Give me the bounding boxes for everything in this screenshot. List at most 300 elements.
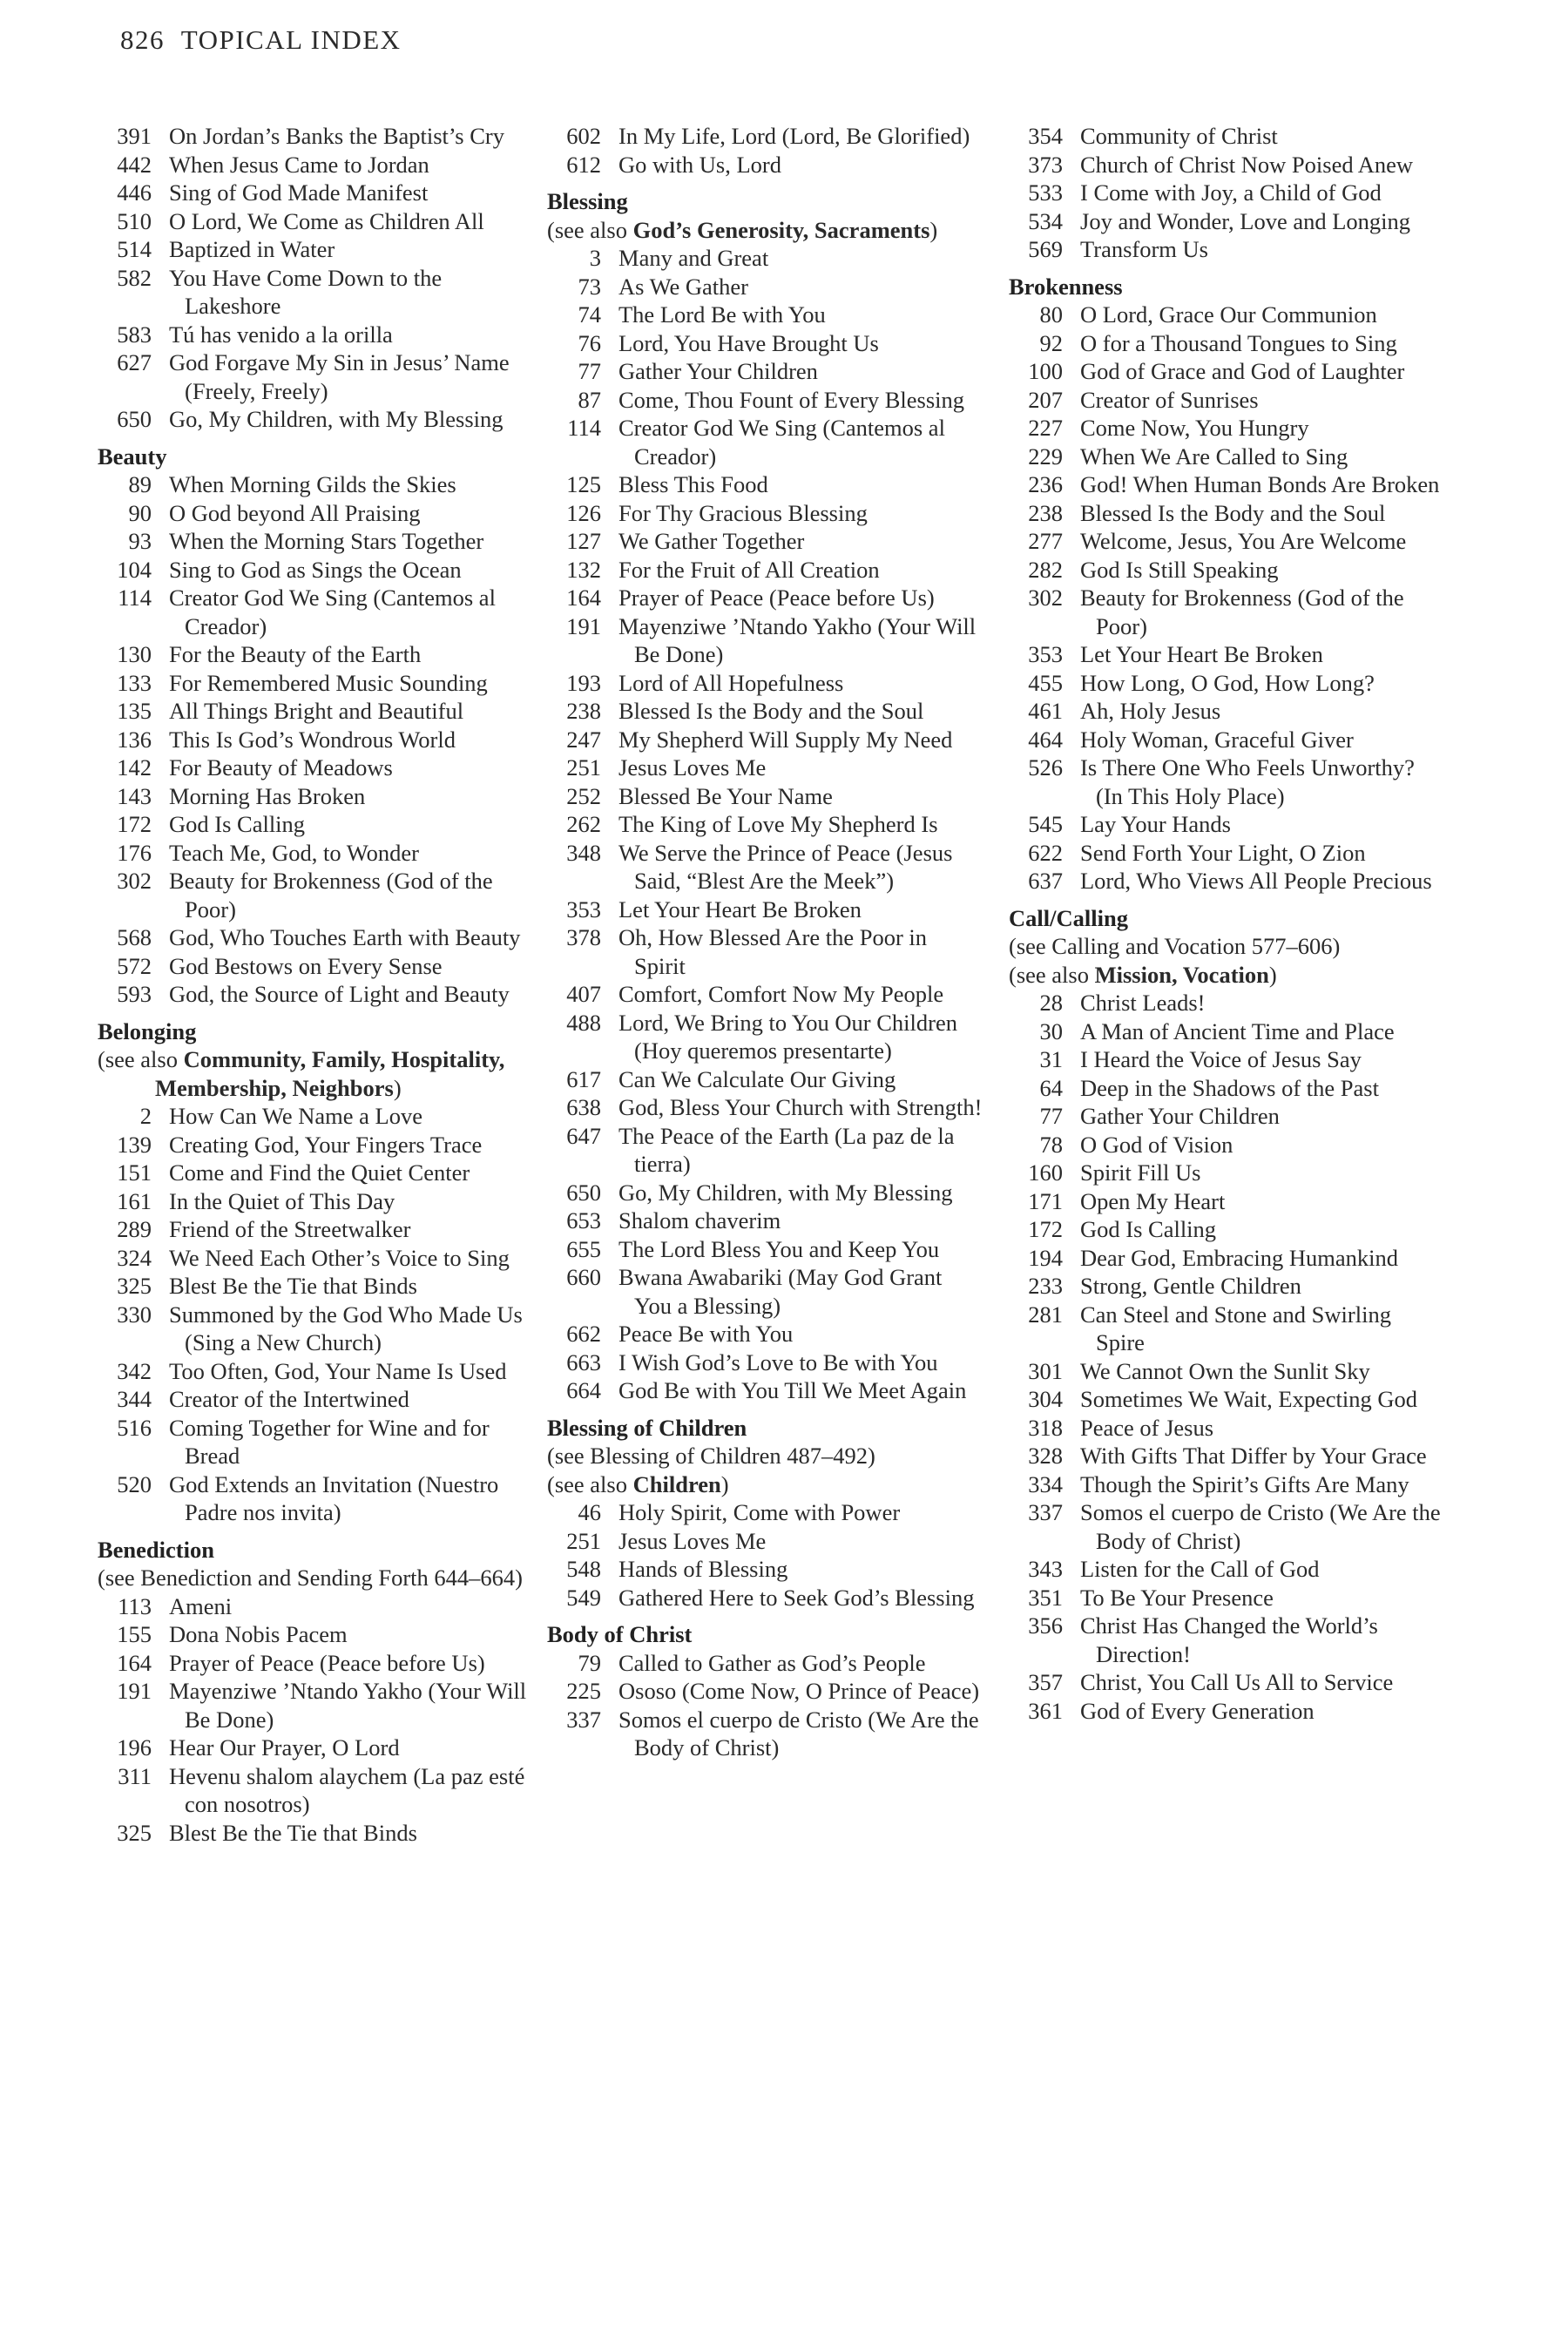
hymn-number: 516	[117, 1414, 152, 1441]
index-entry	[98, 470, 533, 499]
index-entry	[1009, 470, 1444, 499]
hymn-number: 328	[1028, 1443, 1063, 1469]
hymn-title: For Remembered Music Sounding	[169, 669, 488, 696]
hymn-number: 488	[566, 1009, 601, 1036]
index-entry	[1009, 1498, 1444, 1555]
hymn-title: Peace of Jesus	[1080, 1414, 1214, 1441]
hymn-title: God of Grace and God of Laughter	[1080, 358, 1405, 384]
index-entry	[98, 584, 533, 640]
hymn-title: Mayenziwe ’Ntando Yakho (Your Will Be Done)	[618, 612, 977, 667]
note-suffix: )	[929, 216, 938, 243]
index-entry	[547, 1649, 983, 1678]
hymn-title: Lay Your Hands	[1080, 811, 1231, 837]
index-entry	[98, 556, 533, 585]
hymn-number: 627	[117, 349, 152, 375]
hymn-title: Comfort, Comfort Now My People	[618, 981, 944, 1007]
index-entry	[98, 923, 533, 952]
hymn-number: 617	[566, 1065, 601, 1092]
hymn-number: 461	[1028, 698, 1063, 724]
index-entry	[98, 867, 533, 923]
index-entry	[98, 669, 533, 698]
hymn-number: 127	[566, 528, 601, 554]
hymn-number: 151	[117, 1159, 152, 1186]
section-heading: Blessing	[547, 188, 628, 214]
hymn-title: Mayenziwe ’Ntando Yakho (Your Will Be Done)	[169, 1678, 527, 1733]
hymn-title: Jesus Loves Me	[618, 754, 767, 781]
hymn-number: 30	[1039, 1017, 1063, 1044]
index-entry	[1009, 1131, 1444, 1159]
hymn-title: God, the Source of Light and Beauty	[169, 981, 510, 1007]
hymn-number: 545	[1028, 811, 1063, 837]
hymn-title: O God beyond All Praising	[169, 499, 421, 526]
hymn-title: Gather Your Children	[1080, 1103, 1280, 1129]
index-entry	[98, 1357, 533, 1386]
hymn-number: 262	[566, 811, 601, 837]
index-entry	[547, 414, 983, 470]
hymn-title: Morning Has Broken	[169, 782, 366, 809]
hymn-title: With Gifts That Differ by Your Grace	[1080, 1443, 1427, 1469]
hymn-number: 277	[1028, 528, 1063, 554]
index-entry	[1009, 1301, 1444, 1357]
hymn-title: Beauty for Brokenness (God of the Poor)	[1080, 585, 1404, 639]
hymn-number: 135	[117, 698, 152, 724]
note-prefix: (see Benediction and Sending Forth 644–664)	[98, 1565, 523, 1591]
hymn-title: Sing of God Made Manifest	[169, 179, 429, 206]
hymn-number: 100	[1028, 358, 1063, 384]
note-suffix: )	[393, 1074, 402, 1101]
hymn-title: Holy Woman, Graceful Giver	[1080, 726, 1354, 753]
hymn-title: I Heard the Voice of Jesus Say	[1080, 1046, 1362, 1072]
index-entry	[1009, 697, 1444, 726]
index-entry	[1009, 1357, 1444, 1386]
hymn-title: God, Bless Your Church with Strength!	[618, 1094, 983, 1120]
hymn-number: 353	[566, 896, 601, 923]
index-entry	[547, 499, 983, 528]
page-title: TOPICAL INDEX	[180, 24, 402, 55]
hymn-title: When the Morning Stars Together	[169, 528, 484, 554]
hymn-title: We Need Each Other’s Voice to Sing	[169, 1244, 510, 1271]
hymn-title: I Come with Joy, a Child of God	[1080, 179, 1382, 206]
hymn-title: Lord of All Hopefulness	[618, 669, 844, 696]
index-entry	[98, 207, 533, 236]
hymn-number: 233	[1028, 1273, 1063, 1299]
hymn-number: 161	[117, 1187, 152, 1214]
hymn-number: 89	[128, 471, 152, 497]
note-prefix: (see also	[547, 1470, 633, 1497]
index-entry	[1009, 357, 1444, 386]
hymn-number: 227	[1028, 415, 1063, 441]
index-entry	[547, 122, 983, 151]
index-entry	[98, 1414, 533, 1470]
index-entry	[1009, 1584, 1444, 1612]
hymn-title: God! When Human Bonds Are Broken	[1080, 471, 1440, 497]
hymn-number: 510	[117, 207, 152, 234]
index-entry	[547, 1093, 983, 1122]
hymn-title: The Lord Be with You	[618, 301, 826, 328]
hymn-number: 533	[1028, 179, 1063, 206]
page-header	[120, 24, 402, 56]
hymn-number: 125	[566, 471, 601, 497]
hymn-title: Summoned by the God Who Made Us (Sing a New Church)	[169, 1301, 523, 1355]
hymn-number: 176	[117, 839, 152, 866]
index-entry	[547, 556, 983, 585]
note-prefix: (see also	[547, 216, 633, 243]
hymn-title: Go with Us, Lord	[618, 151, 781, 178]
hymn-title: How Long, O God, How Long?	[1080, 669, 1375, 696]
index-entry	[1009, 1555, 1444, 1584]
cross-reference-note	[98, 1045, 533, 1102]
index-entry	[547, 810, 983, 839]
hymn-title: Welcome, Jesus, You Are Welcome	[1080, 528, 1407, 554]
index-entry	[1009, 301, 1444, 329]
hymn-title: We Gather Together	[618, 528, 805, 554]
note-suffix: )	[720, 1470, 729, 1497]
index-entry	[98, 348, 533, 405]
hymn-number: 325	[117, 1273, 152, 1299]
hymn-title: Sometimes We Wait, Expecting God	[1080, 1386, 1418, 1412]
hymn-number: 378	[566, 924, 601, 950]
hymn-title: Community of Christ	[1080, 123, 1278, 149]
index-entry	[98, 321, 533, 349]
hymn-number: 354	[1028, 123, 1063, 149]
index-entry	[547, 1584, 983, 1612]
hymn-title: Beauty for Brokenness (God of the Poor)	[169, 868, 493, 923]
hymn-number: 361	[1028, 1697, 1063, 1724]
hymn-title: A Man of Ancient Time and Place	[1080, 1017, 1395, 1044]
hymn-number: 31	[1039, 1046, 1063, 1072]
index-entry	[1009, 329, 1444, 358]
hymn-number: 348	[566, 839, 601, 866]
index-entry	[98, 527, 533, 556]
hymn-title: God Extends an Invitation (Nuestro Padre nos invita)	[169, 1470, 499, 1525]
hymn-number: 46	[578, 1499, 601, 1525]
hymn-title: Transform Us	[1080, 236, 1208, 262]
index-entry	[98, 405, 533, 434]
hymn-number: 155	[117, 1621, 152, 1647]
hymn-title: In My Life, Lord (Lord, Be Glorified)	[618, 123, 970, 149]
hymn-title: On Jordan’s Banks the Baptist’s Cry	[169, 123, 504, 149]
index-entry	[547, 1706, 983, 1762]
hymn-title: Hands of Blessing	[618, 1556, 788, 1582]
hymn-title: The Lord Bless You and Keep You	[618, 1235, 940, 1262]
hymn-title: Ah, Holy Jesus	[1080, 698, 1221, 724]
index-entry	[1009, 640, 1444, 669]
hymn-title: Listen for the Call of God	[1080, 1556, 1320, 1582]
hymn-title: Lord, We Bring to You Our Children (Hoy queremos presentarte)	[618, 1009, 957, 1064]
index-entry	[547, 329, 983, 358]
index-entry	[98, 1131, 533, 1159]
hymn-title: God Is Still Speaking	[1080, 556, 1279, 583]
hymn-title: God Be with You Till We Meet Again	[618, 1377, 967, 1403]
hymn-title: Dear God, Embracing Humankind	[1080, 1244, 1399, 1271]
hymn-number: 207	[1028, 386, 1063, 413]
index-entry	[547, 584, 983, 612]
index-entry	[547, 754, 983, 782]
index-entry	[1009, 1159, 1444, 1187]
hymn-title: God, Who Touches Earth with Beauty	[169, 924, 521, 950]
index-entry	[547, 273, 983, 301]
hymn-number: 549	[566, 1584, 601, 1611]
hymn-number: 311	[118, 1762, 152, 1789]
hymn-title: This Is God’s Wondrous World	[169, 726, 456, 753]
hymn-title: Coming Together for Wine and for Bread	[169, 1414, 490, 1469]
index-entry	[98, 980, 533, 1009]
page-number: 826	[120, 24, 165, 55]
hymn-number: 357	[1028, 1669, 1063, 1695]
index-entry	[1009, 527, 1444, 556]
hymn-number: 171	[1028, 1187, 1063, 1214]
hymn-number: 238	[1028, 499, 1063, 526]
hymn-title: Lord, Who Views All People Precious	[1080, 868, 1432, 894]
hymn-number: 92	[1039, 329, 1063, 356]
index-entry	[1009, 584, 1444, 640]
hymn-number: 464	[1028, 726, 1063, 753]
hymn-number: 87	[578, 386, 601, 413]
hymn-number: 302	[1028, 585, 1063, 611]
hymn-number: 351	[1028, 1584, 1063, 1611]
index-entry	[98, 235, 533, 264]
hymn-title: Creator God We Sing (Cantemos al Creador)	[169, 585, 496, 639]
hymn-title: Open My Heart	[1080, 1187, 1226, 1214]
index-entry	[98, 179, 533, 207]
hymn-title: O God of Vision	[1080, 1131, 1233, 1158]
hymn-number: 225	[566, 1678, 601, 1704]
note-prefix: (see also	[98, 1046, 184, 1072]
hymn-number: 78	[1039, 1131, 1063, 1158]
hymn-title: Blessed Be Your Name	[618, 782, 833, 809]
index-entry	[98, 1649, 533, 1678]
index-entry	[1009, 1385, 1444, 1414]
hymn-number: 342	[117, 1357, 152, 1384]
hymn-title: Joy and Wonder, Love and Longing	[1080, 207, 1411, 234]
hymn-number: 132	[566, 556, 601, 583]
hymn-number: 136	[117, 726, 152, 753]
hymn-title: Dona Nobis Pacem	[169, 1621, 348, 1647]
index-entry	[1009, 1045, 1444, 1074]
hymn-number: 442	[117, 151, 152, 178]
index-entry	[98, 839, 533, 868]
index-column-2	[547, 122, 983, 1762]
note-prefix: (see Blessing of Children 487–492)	[547, 1443, 875, 1469]
hymn-number: 534	[1028, 207, 1063, 234]
hymn-title: Gathered Here to Seek God’s Blessing	[618, 1584, 975, 1611]
index-entry	[98, 1159, 533, 1187]
hymn-title: Holy Spirit, Come with Power	[618, 1499, 901, 1525]
hymn-number: 113	[118, 1592, 152, 1619]
note-prefix: (see Calling and Vocation 577–606)	[1009, 933, 1341, 959]
section-heading: Benediction	[98, 1536, 214, 1563]
cross-reference-note	[547, 1442, 983, 1470]
hymn-number: 3	[589, 245, 601, 271]
hymn-number: 647	[566, 1122, 601, 1149]
hymn-number: 64	[1039, 1074, 1063, 1101]
index-entry	[1009, 1244, 1444, 1273]
index-entry	[547, 470, 983, 499]
hymn-number: 602	[566, 123, 601, 149]
index-entry	[98, 1677, 533, 1734]
hymn-title: Deep in the Shadows of the Past	[1080, 1074, 1379, 1101]
index-entry	[547, 726, 983, 754]
hymn-title: Come and Find the Quiet Center	[169, 1159, 470, 1186]
hymn-title: Prayer of Peace (Peace before Us)	[618, 585, 935, 611]
hymn-title: Church of Christ Now Poised Anew	[1080, 151, 1414, 178]
hymn-title: You Have Come Down to the Lakeshore	[169, 264, 443, 319]
index-entry	[1009, 414, 1444, 443]
section-heading: Belonging	[98, 1017, 197, 1044]
hymn-title: Many and Great	[618, 245, 769, 271]
section-heading: Call/Calling	[1009, 904, 1128, 931]
hymn-number: 373	[1028, 151, 1063, 178]
hymn-number: 281	[1028, 1301, 1063, 1328]
index-entry	[547, 1498, 983, 1527]
hymn-title: Christ Leads!	[1080, 990, 1206, 1016]
hymn-title: Can Steel and Stone and Swirling Spire	[1080, 1301, 1391, 1355]
hymn-title: Blest Be the Tie that Binds	[169, 1273, 417, 1299]
hymn-number: 139	[117, 1131, 152, 1158]
index-entry	[547, 1065, 983, 1094]
hymn-number: 572	[117, 952, 152, 979]
hymn-number: 236	[1028, 471, 1063, 497]
index-entry	[98, 810, 533, 839]
index-entry	[547, 782, 983, 811]
index-entry	[1009, 1074, 1444, 1103]
hymn-number: 28	[1039, 990, 1063, 1016]
index-entry	[98, 1819, 533, 1848]
hymn-number: 74	[578, 301, 601, 328]
hymn-number: 612	[566, 151, 601, 178]
hymn-title: God Is Calling	[1080, 1216, 1217, 1242]
hymn-title: My Shepherd Will Supply My Need	[618, 726, 953, 753]
hymn-title: When We Are Called to Sing	[1080, 443, 1348, 470]
hymn-number: 334	[1028, 1470, 1063, 1497]
hymn-number: 664	[566, 1377, 601, 1403]
index-entry	[547, 669, 983, 698]
cross-reference-note	[1009, 961, 1444, 990]
note-suffix: )	[1268, 961, 1277, 988]
hymn-title: Go, My Children, with My Blessing	[618, 1179, 953, 1206]
index-entry	[98, 1592, 533, 1621]
hymn-title: We Serve the Prince of Peace (Jesus Said, “Blest Are the Meek”)	[618, 839, 953, 894]
hymn-number: 73	[578, 273, 601, 300]
index-entry	[1009, 867, 1444, 896]
hymn-title: Come, Thou Fount of Every Blessing	[618, 386, 964, 413]
index-entry	[1009, 1470, 1444, 1499]
hymn-title: Ososo (Come Now, O Prince of Peace)	[618, 1678, 980, 1704]
hymn-number: 77	[578, 358, 601, 384]
hymn-title: Creator of the Intertwined	[169, 1386, 409, 1412]
hymn-title: Somos el cuerpo de Cristo (We Are the Body of Christ)	[618, 1706, 979, 1761]
hymn-title: Christ Has Changed the World’s Direction!	[1080, 1612, 1378, 1667]
index-entry	[547, 1527, 983, 1556]
index-entry	[547, 151, 983, 179]
index-entry	[98, 640, 533, 669]
hymn-title: Baptized in Water	[169, 236, 335, 262]
hymn-title: Send Forth Your Light, O Zion	[1080, 839, 1366, 866]
hymn-number: 622	[1028, 839, 1063, 866]
index-entry	[98, 1272, 533, 1301]
index-entry	[547, 1179, 983, 1207]
hymn-title: When Morning Gilds the Skies	[169, 471, 456, 497]
hymn-number: 164	[566, 585, 601, 611]
index-entry	[98, 1620, 533, 1649]
hymn-number: 301	[1028, 1357, 1063, 1384]
hymn-number: 194	[1028, 1244, 1063, 1271]
hymn-number: 90	[128, 499, 152, 526]
hymn-number: 133	[117, 669, 152, 696]
hymn-title: Strong, Gentle Children	[1080, 1273, 1301, 1299]
hymn-number: 76	[578, 329, 601, 356]
hymn-title: Oh, How Blessed Are the Poor in Spirit	[618, 924, 928, 979]
hymn-number: 196	[117, 1734, 152, 1761]
hymn-title: O for a Thousand Tongues to Sing	[1080, 329, 1397, 356]
hymn-number: 229	[1028, 443, 1063, 470]
hymn-title: Is There One Who Feels Unworthy? (In This Holy Place)	[1080, 754, 1415, 809]
hymn-title: Gather Your Children	[618, 358, 818, 384]
index-entry	[1009, 989, 1444, 1017]
index-entry	[1009, 443, 1444, 471]
hymn-number: 662	[566, 1321, 601, 1347]
hymn-title: For Beauty of Meadows	[169, 754, 393, 781]
index-entry	[547, 1348, 983, 1377]
hymn-number: 330	[117, 1301, 152, 1328]
hymn-number: 650	[117, 406, 152, 432]
index-entry	[98, 499, 533, 528]
hymn-title: Blessed Is the Body and the Soul	[618, 698, 924, 724]
hymn-title: Blessed Is the Body and the Soul	[1080, 499, 1386, 526]
hymn-number: 356	[1028, 1612, 1063, 1639]
index-entry	[1009, 151, 1444, 179]
index-column-3	[1009, 122, 1444, 1725]
hymn-title: For the Fruit of All Creation	[618, 556, 880, 583]
hymn-title: Sing to God as Sings the Ocean	[169, 556, 462, 583]
index-entry	[98, 754, 533, 782]
hymn-title: The Peace of the Earth (La paz de la tierra)	[618, 1122, 955, 1177]
index-entry	[98, 1187, 533, 1216]
hymn-title: Teach Me, God, to Wonder	[169, 839, 419, 866]
hymn-number: 455	[1028, 669, 1063, 696]
hymn-number: 252	[566, 782, 601, 809]
index-entry	[1009, 1697, 1444, 1726]
note-topics: Children	[632, 1470, 721, 1497]
hymn-number: 344	[117, 1386, 152, 1412]
hymn-title: I Wish God’s Love to Be with You	[618, 1348, 938, 1375]
hymn-number: 526	[1028, 754, 1063, 781]
hymn-title: Though the Spirit’s Gifts Are Many	[1080, 1470, 1409, 1497]
hymn-title: To Be Your Presence	[1080, 1584, 1274, 1611]
hymn-title: O Lord, We Come as Children All	[169, 207, 484, 234]
hymn-number: 660	[566, 1264, 601, 1290]
index-entry	[1009, 1215, 1444, 1244]
hymn-number: 172	[1028, 1216, 1063, 1242]
index-entry	[1009, 669, 1444, 698]
hymn-number: 655	[566, 1235, 601, 1262]
hymn-number: 80	[1039, 301, 1063, 328]
index-entry	[1009, 1187, 1444, 1216]
hymn-title: The King of Love My Shepherd Is	[618, 811, 938, 837]
hymn-number: 251	[566, 754, 601, 781]
hymn-title: Shalom chaverim	[618, 1207, 781, 1233]
index-entry	[547, 1677, 983, 1706]
index-entry	[547, 1320, 983, 1348]
hymn-title: Creator God We Sing (Cantemos al Creador)	[618, 415, 945, 470]
index-entry	[98, 1762, 533, 1819]
hymn-number: 391	[117, 123, 152, 149]
hymn-number: 130	[117, 641, 152, 667]
index-entry	[547, 980, 983, 1009]
index-entry	[98, 264, 533, 321]
index-entry	[98, 697, 533, 726]
hymn-title: Creating God, Your Fingers Trace	[169, 1131, 483, 1158]
